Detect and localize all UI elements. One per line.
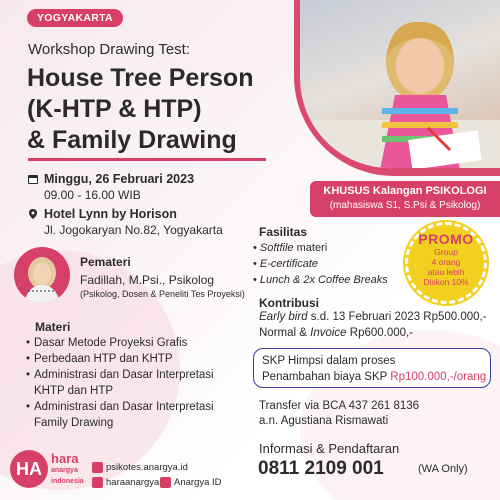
list-item: • Administrasi dan Dasar Interpretasi KHTP dan HTP bbox=[26, 367, 241, 399]
transfer-holder: a.n. Agustiana Rismawati bbox=[259, 415, 389, 427]
skp-line-2 bbox=[262, 369, 490, 385]
contact-note: (WA Only) bbox=[418, 463, 468, 475]
early-bird-price bbox=[259, 311, 487, 323]
early-bird-label: Early bird bbox=[259, 311, 308, 323]
fasilitas-certificate: E-certificate bbox=[259, 258, 318, 270]
event-date: Minggu, 26 Februari 2023 bbox=[44, 172, 195, 186]
brand-name-2: anargya bbox=[51, 467, 78, 474]
contact-phone[interactable]: 0811 2109 001 bbox=[258, 458, 384, 479]
fasilitas-materi: materi bbox=[293, 242, 328, 254]
normal-amount: Rp600.000,- bbox=[346, 327, 414, 339]
audience-line-2: (mahasiswa S1, S.Psi & Psikolog) bbox=[329, 200, 481, 211]
speaker-avatar bbox=[14, 247, 70, 303]
instagram-link[interactable]: haraanargya bbox=[106, 477, 160, 488]
website-link[interactable]: psikotes.anargya.id bbox=[106, 462, 188, 473]
fasilitas-softfile: Softfile bbox=[259, 242, 294, 254]
skp-fee-amount: Rp100.000,-/orang bbox=[390, 371, 487, 383]
promo-label: PROMO bbox=[418, 231, 474, 247]
workshop-subtitle: Workshop Drawing Test: bbox=[28, 41, 191, 58]
event-address: Jl. Jogokaryan No.82, Yogyakarta bbox=[44, 223, 223, 237]
fasilitas-list bbox=[253, 240, 388, 288]
promo-line: Diskon 10% bbox=[423, 277, 469, 287]
youtube-icon bbox=[160, 477, 171, 488]
kontribusi-label: Kontribusi bbox=[259, 296, 319, 310]
list-item: • Dasar Metode Proyeksi Grafis bbox=[26, 335, 241, 351]
invoice-label: Invoice bbox=[310, 327, 347, 339]
promo-badge bbox=[405, 222, 487, 304]
brand-name-1: hara bbox=[51, 451, 79, 466]
title-line-2: (K-HTP & HTP) bbox=[27, 95, 202, 123]
speaker-portrait bbox=[14, 247, 70, 303]
skp-line-1: SKP Himpsi dalam proses bbox=[262, 355, 396, 367]
list-item: • E-certificate bbox=[253, 258, 318, 270]
fasilitas-lunch: Lunch & 2x Coffee Breaks bbox=[259, 274, 388, 286]
promo-line: 4 orang bbox=[431, 257, 461, 267]
speaker-name: Fadillah, M.Psi., Psikolog bbox=[80, 273, 215, 287]
materi-label: Materi bbox=[35, 320, 71, 334]
contact-label: Informasi & Pendaftaran bbox=[259, 441, 400, 456]
location-pin-icon bbox=[27, 208, 39, 220]
normal-price bbox=[259, 327, 413, 339]
child-drawing-photo bbox=[300, 0, 500, 168]
list-item: • Lunch & 2x Coffee Breaks bbox=[253, 274, 388, 286]
brand-name-3: indonesia bbox=[51, 478, 84, 485]
promo-line: atau lebih bbox=[427, 267, 465, 277]
brand-logo: HA bbox=[10, 450, 48, 488]
materi-list bbox=[26, 335, 241, 431]
promo-line: Group bbox=[434, 247, 458, 257]
audience-line-1: KHUSUS Kalangan PSIKOLOGI bbox=[323, 185, 487, 197]
youtube-link[interactable]: Anargya ID bbox=[174, 477, 222, 488]
skp-box bbox=[253, 348, 491, 388]
list-item: • Perbedaan HTP dan KHTP bbox=[26, 351, 241, 367]
title-line-3: & Family Drawing bbox=[27, 126, 237, 154]
list-item: • Administrasi dan Dasar Interpretasi Family Drawing bbox=[26, 399, 241, 431]
child-illustration bbox=[300, 0, 500, 168]
calendar-icon bbox=[27, 173, 39, 185]
normal-label: Normal & bbox=[259, 327, 311, 339]
skp-fee-label: Penambahan biaya SKP bbox=[262, 371, 391, 383]
speaker-label: Pemateri bbox=[80, 255, 131, 269]
event-venue: Hotel Lynn by Horison bbox=[44, 207, 177, 221]
event-time: 09.00 - 16.00 WIB bbox=[44, 188, 141, 202]
fasilitas-label: Fasilitas bbox=[259, 225, 308, 239]
list-item: • Softfile materi bbox=[253, 242, 328, 254]
title-underline bbox=[28, 158, 266, 161]
title-line-1: House Tree Person bbox=[27, 64, 254, 92]
instagram-icon bbox=[92, 477, 103, 488]
transfer-account: Transfer via BCA 437 261 8136 bbox=[259, 400, 420, 412]
city-tag: YOGYAKARTA bbox=[27, 9, 123, 27]
speaker-role: (Psikolog, Dosen & Peneliti Tes Proyeksi) bbox=[80, 289, 245, 299]
audience-box bbox=[310, 181, 500, 217]
globe-icon bbox=[92, 462, 103, 473]
early-bird-detail: s.d. 13 Februari 2023 Rp500.000,- bbox=[307, 311, 487, 323]
brand-name bbox=[51, 452, 84, 487]
